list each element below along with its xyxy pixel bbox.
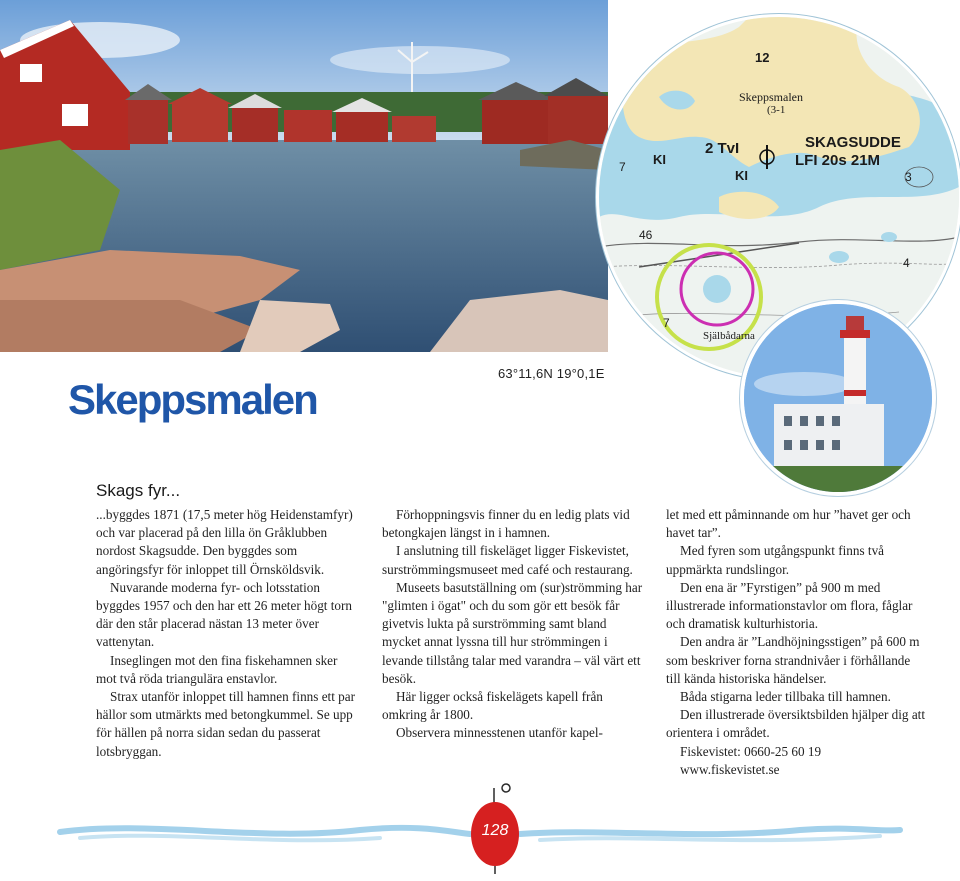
paragraph: Den ena är ”Fyrstigen” på 900 m med illustrerade informationstavlor om flora, fåglar och dramatisk kulturhistoria. (666, 579, 913, 632)
coordinates: 63°11,6N 19°0,1E (498, 366, 605, 381)
harbour-photo (0, 0, 608, 352)
chart-label-ki-left: KI (653, 152, 666, 167)
chart-label-76: 7 (663, 316, 670, 330)
paragraph: Fiskevistet: 0660-25 60 19 (680, 743, 822, 759)
chart-label-tvl: 2 TvI (705, 140, 740, 157)
chart-label-73: 7 (619, 160, 626, 174)
text-column-3 (666, 506, 928, 779)
paragraph: Museets basutställning om (sur)strömming har "glimten i ögat" och du som gör ett besök får givetvis lukta på surströmming samt bland mycket annat lyssna till hur strömmingen i levande tillstång talar med varandra – väl värt ett besök. (382, 579, 643, 686)
paragraph: Båda stigarna leder tillbaka till hamnen. (680, 689, 891, 705)
chart-label-3: 3 (905, 170, 912, 184)
paragraph: let med ett påminnande om hur ”havet ger och havet tar”. (666, 507, 911, 541)
paragraph: Nuvarande moderna fyr- och lotsstation byggdes 1957 och den har ett 26 meter högt torn där den står placerad nästan 13 meter över vattenytan. (96, 579, 352, 650)
chart-label-skeppsmalen-depth: (3-1 (767, 104, 786, 116)
paragraph: Strax utanför inloppet till hamnen finns ett par hällor som utmärkts med betongkummel. Se upp för hällen på norra sidan sedan du passerat lotsbryggan. (96, 689, 356, 759)
chart-label-skeppsmalen: Skeppsmalen (739, 90, 803, 104)
text-column-2 (382, 506, 644, 743)
paragraph: Med fyren som utgångspunkt finns två uppmärkta rundslingor. (666, 543, 885, 577)
chart-label-4: 4 (903, 256, 910, 270)
text-column-1 (96, 506, 358, 761)
paragraph: www.fiskevistet.se (680, 761, 780, 777)
paragraph: ...byggdes 1871 (17,5 meter hög Heidenstamfyr) och var placerad på den lilla ön Gråklubben nordost Skagsudde. Den byggdes som angöringsfyr för inloppet till Örnsköldsvik. (96, 507, 353, 577)
paragraph: I anslutning till fiskeläget ligger Fiskevistet, surströmmingsmuseet med café och restaurang. (382, 543, 633, 577)
page-title: Skeppsmalen (68, 376, 317, 423)
section-subtitle: Skags fyr... (96, 481, 181, 500)
page-number: 128 (481, 822, 509, 839)
chart-label-lfi: LFI 20s 21M (795, 152, 881, 169)
chart-label-skagsudde: SKAGSUDDE (805, 134, 901, 151)
lighthouse-photo (740, 300, 936, 496)
paragraph: Här ligger också fiskelägets kapell från omkring år 1800. (382, 689, 603, 723)
chart-label-ki-right: KI (735, 168, 748, 183)
paragraph: Förhoppningsvis finner du en ledig plats vid betongkajen längst in i hamnen. (382, 507, 630, 541)
paragraph: Den andra är ”Landhöjningsstigen” på 600 m som beskriver forna strandnivåer i förhållande till kända historiska händelser. (666, 634, 920, 686)
chart-label-12: 12 (755, 50, 770, 65)
chart-label-46: 46 (639, 228, 653, 242)
paragraph: Observera minnesstenen utanför kapel- (396, 725, 603, 741)
chart-label-sjalbadarna: Själbådarna (703, 330, 755, 342)
paragraph: Den illustrerade översiktsbilden hjälper dig att orientera i området. (666, 707, 925, 741)
paragraph: Inseglingen mot den fina fiskehamnen sker mot två röda triangulära enstavlor. (96, 652, 338, 686)
